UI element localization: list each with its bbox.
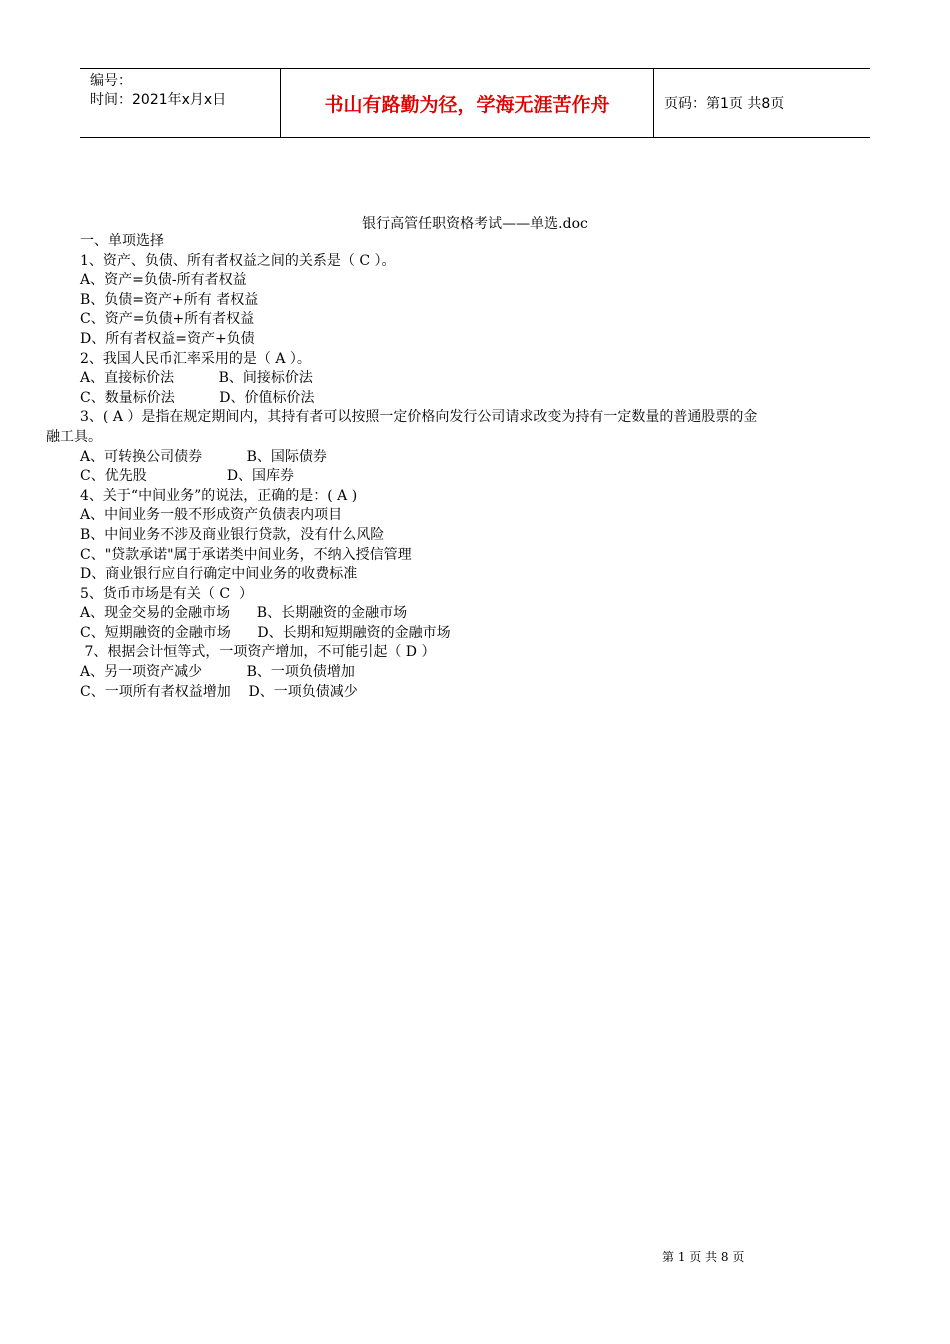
option-line: B、中间业务不涉及商业银行贷款，没有什么风险 [80,526,385,543]
header-page-label: 页码：第1页 共8页 [664,96,785,112]
option-line: A、资产=负债-所有者权益 [80,272,247,289]
option-line: C、优先股 D、国库券 [80,468,295,485]
question-text-continued: 融工具。 [46,428,102,445]
question-line: 2、我国人民币汇率采用的是（ A ）。 [80,350,311,367]
time-label: 时间：2021年x月x日 [90,92,227,108]
section-heading: 一、单项选择 [80,233,164,249]
option-line: C、资产=负债+所有者权益 [80,311,255,328]
option-line: C、短期融资的金融市场 D、长期和短期融资的金融市场 [80,624,451,641]
option-line: C、一项所有者权益增加 D、一项负债减少 [80,683,358,700]
option-line: A、可转换公司债券 B、国际债券 [80,448,327,465]
option-line: C、"贷款承诺"属于承诺类中间业务，不纳入授信管理 [80,546,412,563]
document-body [0,232,950,702]
option-line: A、直接标价法 B、间接标价法 [80,370,313,387]
header-motto: 书山有路勤为径，学海无涯苦作舟 [281,69,654,137]
option-line: A、现金交易的金融市场 B、长期融资的金融市场 [80,605,408,622]
document-header [80,68,870,138]
option-line: D、所有者权益=资产+负债 [80,330,255,347]
option-line: D、商业银行应自行确定中间业务的收费标准 [80,566,358,583]
option-line: A、中间业务一般不形成资产负债表内项目 [80,507,343,524]
option-line: A、另一项资产减少 B、一项负债增加 [80,664,355,681]
question-line: 1、资产、负债、所有者权益之间的关系是（ C ）。 [80,252,396,269]
question-line: 5、货币市场是有关（ C ） [80,585,253,602]
option-line: C、数量标价法 D、价值标价法 [80,389,315,406]
page-footer: 第 1 页 共 8 页 [662,1250,745,1264]
question-text: 3、( A ）是指在规定期间内，其持有者可以按照一定价格向发行公司请求改变为持有一定数量的普通股票的金 [80,409,758,426]
question-line: 7、根据会计恒等式，一项资产增加，不可能引起（ D ） [80,644,436,661]
number-label: 编号： [90,73,132,89]
document-title: 银行高管任职资格考试——单选.doc [362,216,588,232]
option-line: B、负债=资产+所有 者权益 [80,291,259,308]
question-line: 4、关于“中间业务”的说法，正确的是：( A ) [80,487,358,504]
question-line [0,408,950,447]
header-meta [80,69,281,137]
